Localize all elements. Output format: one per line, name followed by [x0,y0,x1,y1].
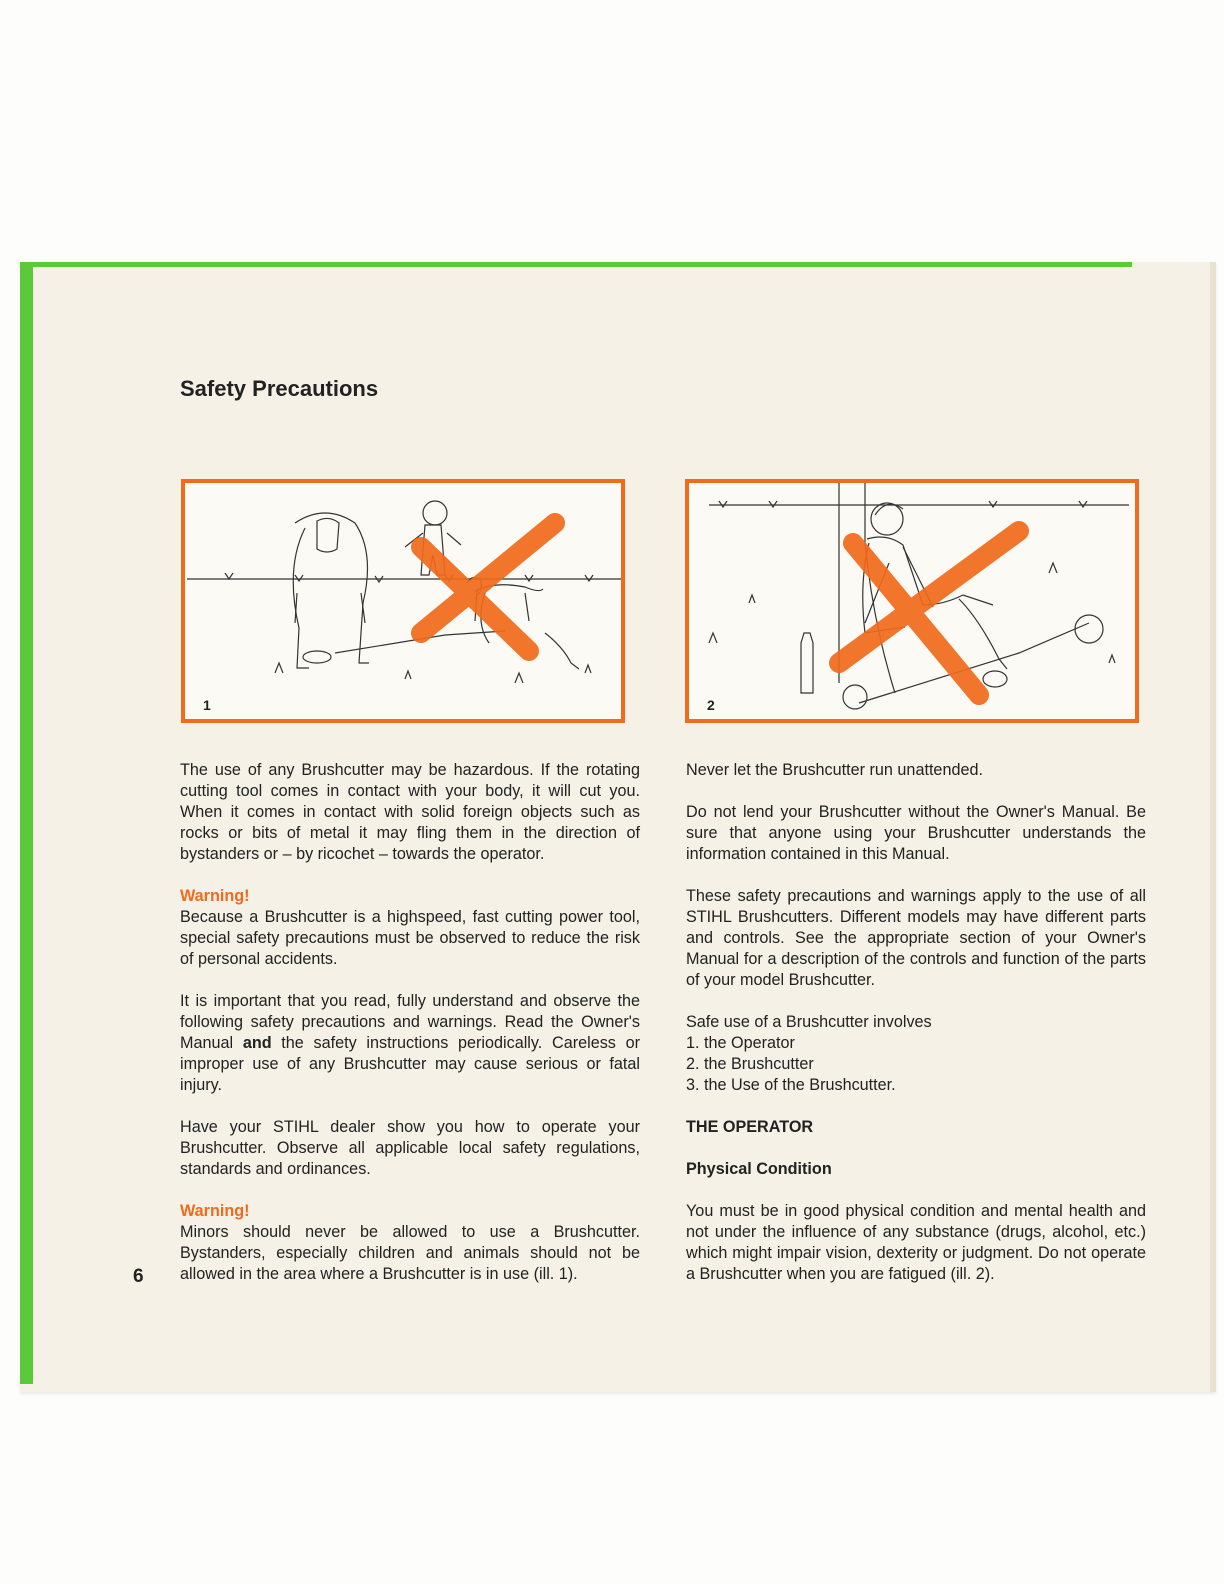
unattended-paragraph: Never let the Brushcutter run unattended. [686,761,983,779]
section-heading: THE OPERATOR [686,1118,814,1136]
lend-paragraph: Do not lend your Brushcutter without the Owner's Manual. Be sure that anyone using your Brushcutter understands the information contained in this Manual. [686,803,1146,863]
list-item: 2. the Brushcutter [686,1055,814,1073]
page-number: 6 [133,1266,144,1287]
list-item: 3. the Use of the Brushcutter. [686,1076,896,1094]
left-column [180,760,640,1285]
figure-2 [685,479,1139,723]
safe-use-list [686,1033,1146,1096]
warning-text: Minors should never be allowed to use a Brushcutter. Bystanders, especially children and animals should not be allowed in the area where a Brushcutter is in use (ill. 1). [180,1223,640,1283]
page-title: Safety Precautions [180,376,379,401]
safe-use-intro: Safe use of a Brushcutter involves [686,1013,932,1031]
dealer-paragraph: Have your STIHL dealer show you how to operate your Brushcutter. Observe all applicable local safety regulations, standards and ordinances. [180,1118,640,1178]
physical-condition-paragraph: You must be in good physical condition and mental health and not under the influence of any substance (drugs, alcohol, etc.) which might impair vision, dexterity or judgment. Do not operate a Brushcutter when you are fatigued (ill. 2). [686,1202,1146,1283]
warning-label: Warning! [180,1202,250,1220]
children-and-dog-near-operator-illustration [185,483,621,719]
subsection-heading: Physical Condition [686,1160,832,1178]
apply-paragraph: These safety precautions and warnings apply to the use of all STIHL Brushcutters. Different models may have different parts and controls. See the appropriate section of your Owner's Manual for a description of the controls and function of the parts of your model Brushcutter. [686,887,1146,989]
figure-1 [181,479,625,723]
right-column [686,760,1146,1285]
fatigued-operator-illustration [689,483,1135,719]
green-left-border [20,262,33,1384]
warning-label: Warning! [180,887,250,905]
page-edge [1210,262,1216,1392]
warning-text: Because a Brushcutter is a highspeed, fast cutting power tool, special safety precautions must be observed to reduce the risk of personal accidents. [180,908,640,968]
manual-page [20,262,1216,1392]
list-item: 1. the Operator [686,1034,795,1052]
figure-1-number: 1 [203,697,211,713]
figure-2-number: 2 [707,697,715,713]
intro-paragraph: The use of any Brushcutter may be hazardous. If the rotating cutting tool comes in contact with your body, it will cut you. When it comes in contact with solid foreign objects such as rocks or bits of metal it may fling them in the direction of bystanders or – by ricochet – towards the operator. [180,761,640,863]
important-paragraph: It is important that you read, fully understand and observe the following safety precautions and warnings. Read the Owner's Manual and the safety instructions periodically. Careless or improper use of any Brushcutter may cause serious or fatal injury. [180,992,640,1094]
green-top-border [32,262,1132,267]
